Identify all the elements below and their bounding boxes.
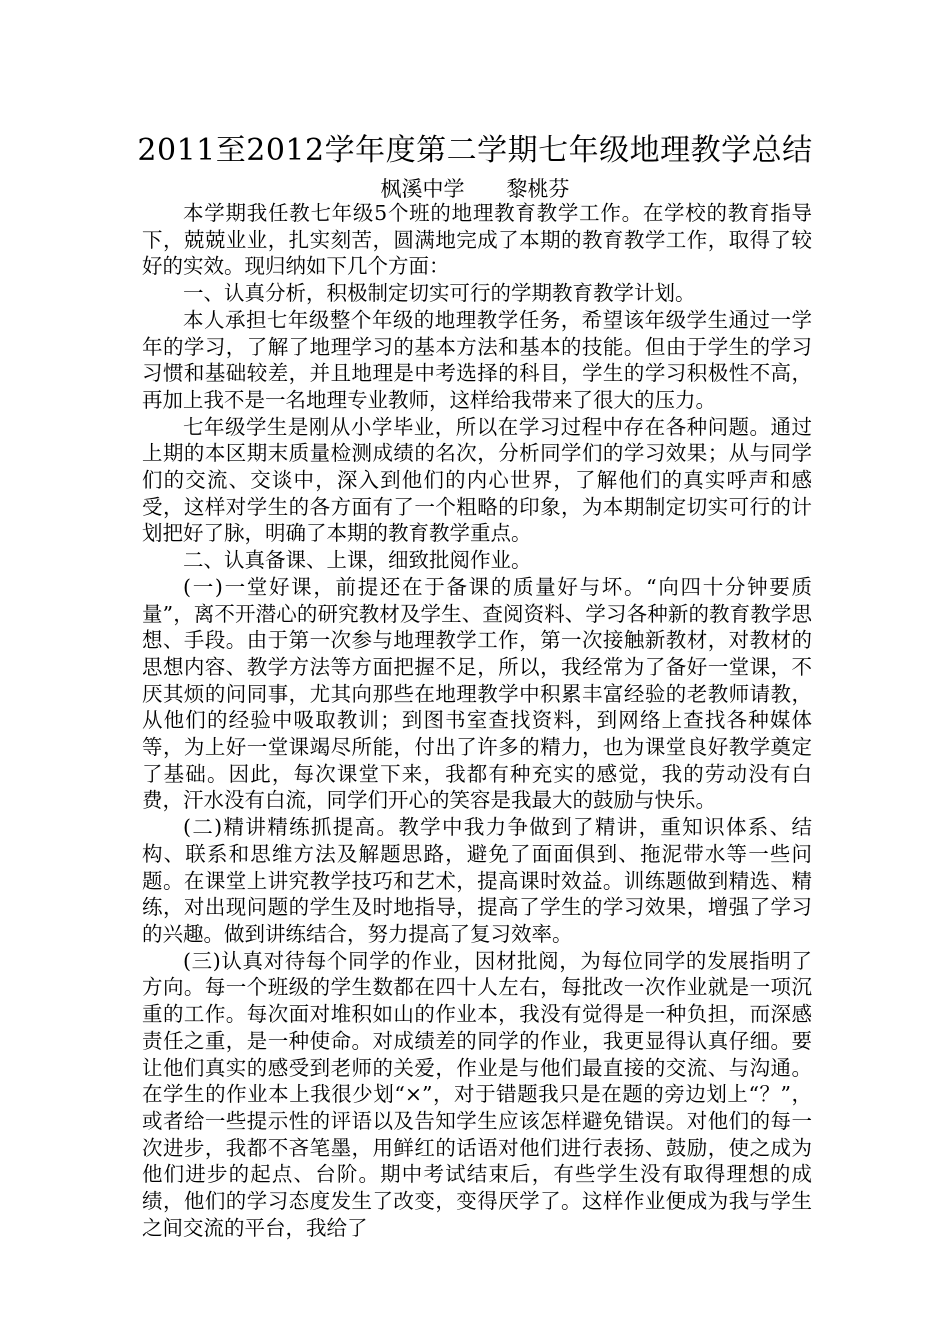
paragraph: (二)精讲精练抓提高。教学中我力争做到了精讲，重知识体系、结构、联系和思维方法及解题思路，避免了面面俱到、拖泥带水等一些问题。在课堂上讲究教学技巧和艺术，提高课时效益。训练题做到精选、精练，对出现问题的学生及时地指导，提高了学生的学习效果，增强了学习的兴趣。做到讲练结合，努力提高了复习效率。	[142, 815, 812, 946]
document-body	[142, 200, 812, 1241]
paragraph: (一)一堂好课，前提还在于备课的质量好与坏。“向四十分钟要质量”，离不开潜心的研究教材及学生、查阅资料、学习各种新的教育教学思想、手段。由于第一次参与地理教学工作，第一次接触新教材，对教材的思想内容、教学方法等方面把握不足，所以，我经常为了备好一堂课，不厌其烦的问同事，尤其向那些在地理教学中积累丰富经验的老教师请教，从他们的经验中吸取教训；到图书室查找资料，到网络上查找各种媒体等，为上好一堂课竭尽所能，付出了许多的精力，也为课堂良好教学奠定了基础。因此，每次课堂下来，我都有种充实的感觉，我的劳动没有白费，汗水没有白流，同学们开心的笑容是我最大的鼓励与快乐。	[142, 574, 812, 813]
section-heading: 二、认真备课、上课，细致批阅作业。	[183, 548, 532, 573]
section-heading: 一、认真分析，积极制定切实可行的学期教育教学计划。	[183, 281, 696, 306]
document-title: 2011至2012学年度第二学期七年级地理教学总结	[137, 133, 813, 168]
paragraph: 本学期我任教七年级5个班的地理教育教学工作。在学校的教育指导下，兢兢业业，扎实刻苦，圆满地完成了本期的教育教学工作，取得了较好的实效。现归纳如下几个方面：	[142, 201, 812, 279]
author-line: 枫溪中学 黎桃芬	[380, 177, 570, 201]
paragraph: 本人承担七年级整个年级的地理教学任务，希望该年级学生通过一学年的学习，了解了地理学习的基本方法和基本的技能。但由于学生的学习习惯和基础较差，并且地理是中考选择的科目，学生的学习积极性不高，再加上我不是一名地理专业教师，这样给我带来了很大的压力。	[142, 307, 812, 412]
paragraph: 七年级学生是刚从小学毕业，所以在学习过程中存在各种问题。通过上期的本区期末质量检测成绩的名次，分析同学们的学习效果；从与同学们的交流、交谈中，深入到他们的内心世界，了解他们的真实呼声和感受，这样对学生的各方面有了一个粗略的印象，为本期制定切实可行的计划把好了脉，明确了本期的教育教学重点。	[142, 414, 812, 546]
paragraph: (三)认真对待每个同学的作业，因材批阅，为每位同学的发展指明了方向。每一个班级的学生数都在四十人左右，每批改一次作业就是一项沉重的工作。每次面对堆积如山的作业本，我没有觉得是一种负担，而深感责任之重，是一种使命。对成绩差的同学的作业，我更显得认真仔细。要让他们真实的感受到老师的关爱，作业是与他们最直接的交流、与沟通。在学生的作业本上我很少划“×”，对于错题我只是在题的旁边划上“？”，或者给一些提示性的评语以及告知学生应该怎样避免错误。对他们的每一次进步，我都不吝笔墨，用鲜红的话语对他们进行表扬、鼓励，使之成为他们进步的起点、台阶。期中考试结束后，有些学生没有取得理想的成绩，他们的学习态度发生了改变，变得厌学了。这样作业便成为我与学生之间交流的平台，我给了	[142, 948, 812, 1240]
